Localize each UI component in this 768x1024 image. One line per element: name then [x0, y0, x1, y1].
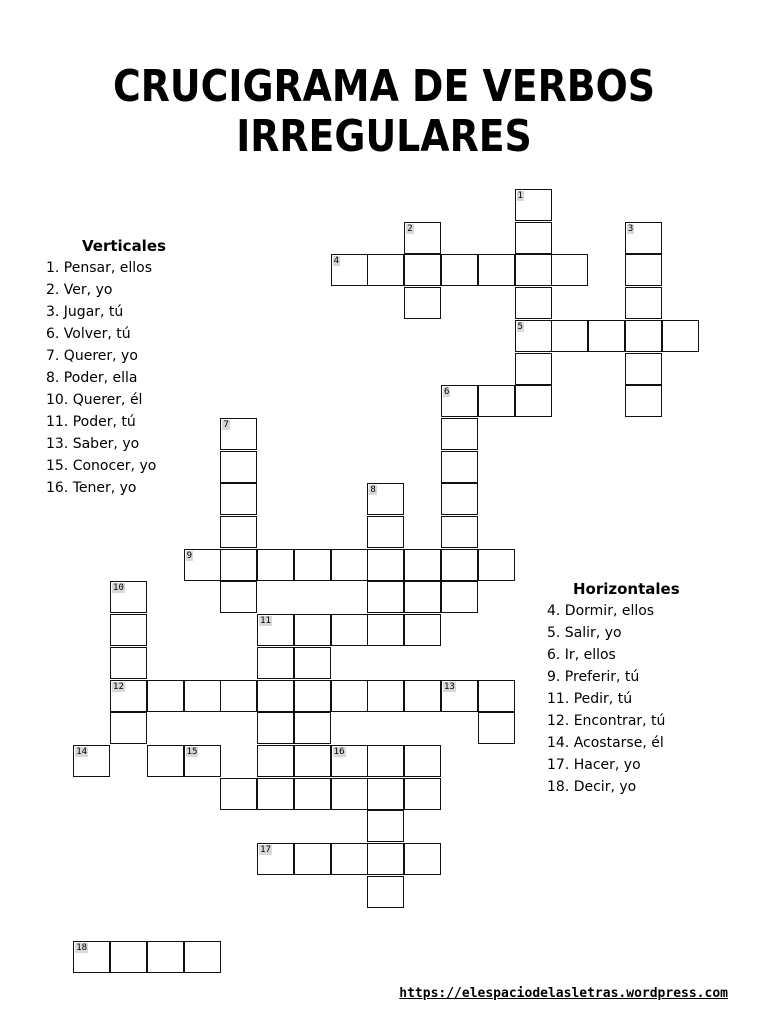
grid-cell[interactable]	[294, 614, 331, 646]
grid-cell[interactable]	[367, 614, 404, 646]
grid-cell[interactable]	[331, 843, 368, 875]
page-title	[54, 62, 714, 162]
grid-cell[interactable]	[147, 941, 184, 973]
clue-number: 4	[333, 256, 340, 267]
clue-item: 4. Dormir, ellos	[547, 603, 655, 619]
grid-cell[interactable]	[478, 254, 515, 286]
grid-cell[interactable]	[220, 418, 257, 450]
clue-item: 11. Poder, tú	[46, 414, 136, 430]
clue-number: 9	[186, 550, 192, 561]
grid-cell[interactable]	[662, 320, 699, 352]
grid-cell[interactable]	[441, 418, 478, 450]
grid-cell[interactable]	[331, 549, 368, 581]
horizontales-heading: Horizontales	[573, 580, 680, 598]
grid-cell[interactable]	[294, 549, 331, 581]
grid-cell[interactable]	[257, 549, 294, 581]
grid-cell[interactable]	[478, 712, 515, 744]
clue-item: 16. Tener, yo	[46, 480, 137, 496]
grid-cell[interactable]	[404, 581, 441, 613]
grid-cell[interactable]	[441, 516, 478, 548]
grid-cell[interactable]	[441, 581, 478, 613]
clue-number: 10	[113, 583, 124, 594]
verticales-clues	[46, 235, 166, 499]
grid-cell[interactable]	[147, 745, 184, 777]
grid-cell[interactable]	[257, 614, 294, 646]
grid-cell[interactable]	[367, 778, 404, 810]
grid-cell[interactable]	[257, 680, 294, 712]
grid-cell[interactable]	[367, 581, 404, 613]
clue-number: 17	[260, 845, 271, 855]
source-link[interactable]: https://elespaciodelasletras.wordpress.com	[399, 986, 728, 1001]
grid-cell[interactable]	[257, 712, 294, 744]
grid-cell[interactable]	[220, 680, 257, 712]
grid-cell[interactable]	[110, 712, 147, 744]
grid-cell[interactable]	[515, 353, 552, 385]
grid-cell[interactable]	[331, 778, 368, 810]
grid-cell[interactable]	[404, 549, 441, 581]
grid-cell[interactable]	[404, 222, 441, 254]
grid-cell[interactable]	[441, 385, 478, 417]
clue-item: 8. Poder, ella	[46, 370, 138, 386]
grid-cell[interactable]	[404, 680, 441, 712]
clue-item: 12. Encontrar, tú	[547, 713, 666, 729]
grid-cell[interactable]	[404, 254, 441, 286]
title-line-2: IRREGULARES	[236, 111, 532, 162]
verticales-heading: Verticales	[82, 237, 166, 255]
grid-cell[interactable]	[551, 254, 588, 286]
grid-cell[interactable]	[294, 647, 331, 679]
grid-cell[interactable]	[257, 778, 294, 810]
grid-cell[interactable]	[404, 778, 441, 810]
grid-cell[interactable]	[441, 451, 478, 483]
title-line-1: CRUCIGRAMA DE VERBOS	[112, 61, 656, 112]
grid-cell[interactable]	[331, 614, 368, 646]
grid-cell[interactable]	[184, 680, 221, 712]
grid-cell[interactable]	[367, 516, 404, 548]
grid-cell[interactable]	[220, 451, 257, 483]
grid-cell[interactable]	[478, 680, 515, 712]
clue-item: 10. Querer, él	[46, 392, 143, 408]
clue-number: 2	[407, 223, 413, 234]
grid-cell[interactable]	[184, 549, 221, 581]
clue-number: 15	[186, 746, 198, 757]
clue-number: 7	[223, 419, 229, 430]
grid-cell[interactable]	[294, 843, 331, 875]
clue-item: 1. Pensar, ellos	[46, 260, 153, 276]
clue-item: 17. Hacer, yo	[547, 757, 641, 773]
grid-cell[interactable]	[441, 549, 478, 581]
grid-cell[interactable]	[294, 778, 331, 810]
grid-cell[interactable]	[331, 680, 368, 712]
grid-cell[interactable]	[257, 745, 294, 777]
grid-cell[interactable]	[625, 254, 662, 286]
clue-number: 13	[443, 681, 455, 692]
grid-cell[interactable]	[441, 680, 478, 712]
grid-cell[interactable]	[441, 483, 478, 515]
grid-cell[interactable]	[184, 745, 221, 777]
grid-cell[interactable]	[367, 810, 404, 842]
clue-item: 13. Saber, yo	[46, 436, 140, 452]
grid-cell[interactable]	[147, 680, 184, 712]
clue-item: 6. Ir, ellos	[547, 647, 616, 663]
grid-cell[interactable]	[515, 189, 552, 221]
clue-item: 11. Pedir, tú	[547, 691, 633, 707]
grid-cell[interactable]	[404, 287, 441, 319]
clue-number: 14	[76, 746, 88, 757]
clue-item: 5. Salir, yo	[547, 625, 622, 641]
grid-cell[interactable]	[110, 581, 147, 613]
grid-cell[interactable]	[515, 385, 552, 417]
clue-item: 18. Decir, yo	[547, 779, 637, 795]
clue-number: 18	[76, 943, 88, 954]
grid-cell[interactable]	[220, 483, 257, 515]
grid-cell[interactable]	[588, 320, 625, 352]
grid-cell[interactable]	[257, 647, 294, 679]
grid-cell[interactable]	[73, 745, 110, 777]
grid-cell[interactable]	[478, 385, 515, 417]
grid-cell[interactable]	[625, 320, 662, 352]
grid-cell[interactable]	[441, 254, 478, 286]
clue-number: 1	[517, 191, 523, 201]
grid-cell[interactable]	[551, 320, 588, 352]
grid-cell[interactable]	[625, 222, 662, 254]
grid-cell[interactable]	[367, 254, 404, 286]
clue-number: 16	[333, 746, 345, 757]
grid-cell[interactable]	[515, 222, 552, 254]
grid-cell[interactable]	[625, 385, 662, 417]
grid-cell[interactable]	[220, 778, 257, 810]
grid-cell[interactable]	[110, 941, 147, 973]
clue-item: 2. Ver, yo	[46, 282, 113, 298]
clue-number: 3	[627, 223, 634, 234]
grid-cell[interactable]	[404, 745, 441, 777]
grid-cell[interactable]	[367, 843, 404, 875]
clue-number: 6	[443, 387, 450, 398]
clue-item: 9. Preferir, tú	[547, 669, 640, 685]
grid-cell[interactable]	[367, 745, 404, 777]
grid-cell[interactable]	[404, 843, 441, 875]
grid-cell[interactable]	[625, 353, 662, 385]
grid-cell[interactable]	[478, 549, 515, 581]
grid-cell[interactable]	[367, 680, 404, 712]
grid-cell[interactable]	[73, 941, 110, 973]
clue-item: 7. Querer, yo	[46, 348, 138, 364]
grid-cell[interactable]	[110, 647, 147, 679]
grid-cell[interactable]	[331, 254, 368, 286]
grid-cell[interactable]	[404, 614, 441, 646]
grid-cell[interactable]	[294, 745, 331, 777]
clue-number: 8	[370, 485, 376, 496]
grid-cell[interactable]	[110, 614, 147, 646]
grid-cell[interactable]	[257, 843, 294, 875]
clue-item: 14. Acostarse, él	[547, 735, 664, 751]
grid-cell[interactable]	[367, 483, 404, 515]
clue-number: 5	[517, 321, 523, 332]
clue-item: 6. Volver, tú	[46, 326, 131, 342]
grid-cell[interactable]	[294, 712, 331, 744]
clue-item: 3. Jugar, tú	[46, 304, 124, 320]
grid-cell[interactable]	[515, 287, 552, 319]
grid-cell[interactable]	[220, 581, 257, 613]
horizontales-clues	[547, 578, 680, 798]
clue-number: 11	[260, 616, 271, 627]
grid-cell[interactable]	[515, 320, 552, 352]
grid-cell[interactable]	[331, 745, 368, 777]
grid-cell[interactable]	[367, 876, 404, 908]
grid-cell[interactable]	[220, 549, 257, 581]
grid-cell[interactable]	[367, 549, 404, 581]
grid-cell[interactable]	[625, 287, 662, 319]
clue-item: 15. Conocer, yo	[46, 458, 157, 474]
grid-cell[interactable]	[220, 516, 257, 548]
grid-cell[interactable]	[110, 680, 147, 712]
grid-cell[interactable]	[294, 680, 331, 712]
grid-cell[interactable]	[184, 941, 221, 973]
grid-cell[interactable]	[515, 254, 552, 286]
clue-number: 12	[113, 681, 124, 692]
